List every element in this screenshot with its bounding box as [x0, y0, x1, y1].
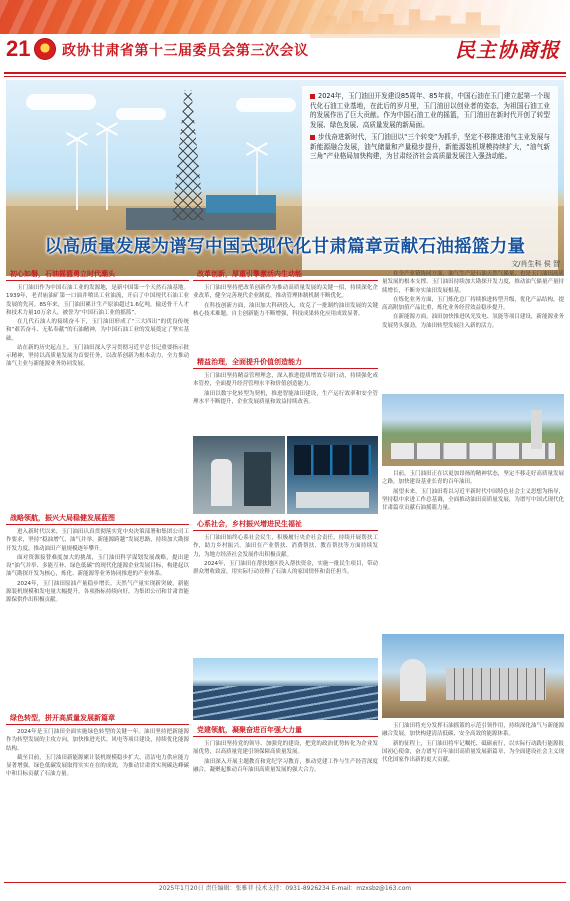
section-body-2: [6, 528, 189, 708]
paragraph: 站在新的历史起点上，玉门油田深入学习贯彻习近平总书记重要指示批示精神，坚持以高质量发展为首要任务，以改革创新为根本动力，全力推动油气主业与新能源业务协同发展。: [6, 344, 189, 368]
paragraph: 在科技创新方面，油田加大科研投入，攻克了一批制约油田发展的关键核心技术难题，自主创新能力不断增强，科技成果转化应用成效显著。: [193, 302, 378, 317]
photo-laboratory: [193, 436, 285, 514]
drilling-rig: [166, 90, 210, 220]
header-rule-thin: [4, 76, 566, 77]
section-title-rural-revitalization: 心系社会，乡村振兴增进民生福祉: [197, 520, 302, 528]
section-heading: [193, 518, 378, 531]
paragraph: 进入新时代以来，玉门油田认真贯彻落实党中央决策部署和集团公司工作要求，坚持“稳油增气、油气并举、新能源跨越”发展思路，持续加大勘探开发力度，推动油田产量规模逐年攀升。: [6, 529, 189, 552]
column-3: [382, 268, 564, 878]
paragraph: 在全产业链协同方面，油气生产是石油天然气储量，也是玉门油田高质量发展的根本支撑。玉门油田持续加大勘探开发力度，推动油气储量产量持续增长，不断夯实油田发展根基。: [382, 271, 564, 294]
section-body-3: [6, 728, 189, 878]
paragraph: 在新能源方面，油田加快推进风光发电、氢能等项目建设，新能源业务发展势头强劲，为油田转型发展注入新的活力。: [382, 314, 564, 329]
section-body-reform: [193, 284, 378, 354]
column-brand: 民主协商报: [455, 38, 560, 62]
section-heading: [193, 268, 378, 281]
column-3-mid-body: [382, 470, 564, 630]
paragraph: 2024年，玉门油田在帮扶地区投入帮扶资金，实施一批民生项目，带动群众增收致富，用实际行动诠释了石油人的家国情怀和责任担当。: [193, 560, 378, 575]
photo-refinery-plant: [382, 634, 564, 718]
cloud: [26, 94, 96, 110]
section-title-reform: 改革创新，厚重引擎激活内生动能: [197, 270, 302, 278]
photo-solar-field: [193, 658, 378, 720]
section-title-strategy: 战略领航，振兴大局稳健发展蓝图: [10, 514, 115, 522]
wind-turbine-icon: [106, 130, 108, 210]
paragraph: 玉门油田坚持精益管理理念，深入推进提质增效专项行动，持续强化成本管控，全面提升经营管理水平和价值创造能力。: [193, 373, 378, 388]
paragraph: 在炼化业务方面，玉门炼化总厂持续推进转型升级，优化产品结构，提高高附加值产品比重，炼化业务经营效益稳步提升。: [382, 296, 564, 311]
paragraph: 新的征程上，玉门油田将牢记嘱托、砥砺前行，以实际行动践行能源报国初心使命，奋力谱写百年油田高质量发展新篇章，为全面建设社会主义现代化国家作出新的更大贡献。: [382, 740, 564, 763]
article-headline: 以高质量发展为谱写中国式现代化甘肃篇章贡献石油摇篮力量: [44, 237, 526, 257]
cppcc-emblem-icon: [34, 38, 56, 60]
section-title-initial-aspiration: 初心如磐，石油摇篮勇立时代潮头: [10, 270, 115, 278]
page-number: 21: [6, 36, 31, 61]
section-title-green-transition: 绿色转型，拼开高质量发展新篇章: [10, 714, 115, 722]
paragraph: 2024年，玉门油田原油产量稳步增长，天然气产量实现新突破，新能源装机规模和发电量大幅提升，各项指标持续向好，为集团公司和甘肃省能源保供作出积极贡献。: [6, 580, 189, 603]
paragraph: 油田深入开展主题教育和党纪学习教育，推动党建工作与生产经营深度融合，凝聚起推动百年油田高质量发展的强大合力。: [193, 758, 378, 773]
photo-pipeline-field: [382, 394, 564, 466]
column-1: [6, 268, 189, 878]
section-heading: [193, 724, 378, 737]
paragraph: 面对资源接替难度加大的挑战，玉门油田科学谋划发展战略，提出建设“油气并举、多能互补、绿色低碳”的现代化能源企业发展目标，构建起以油气勘探开发为核心，炼化、新能源等业务协同推进的产业体系。: [6, 554, 189, 578]
header-title: 政协甘肃省第十三届委员会第三次会议: [62, 43, 309, 59]
column-3-bottom-body: [382, 722, 564, 878]
hero-paragraph-2: 步伐奋进新时代，玉门油田以“三个转变”为抓手，坚定不移推进油气主业发展与新能源融合发展，油气储量和产量稳步提升，新能源装机规模持续扩大，“油气新三角”产业格局加快构建，为甘肃经济社会高质量发展注入强劲动能。: [310, 133, 550, 161]
square-bullet-icon: [310, 135, 315, 140]
paragraph: 玉门油田坚持把改革创新作为推动高质量发展的关键一招，持续深化企业改革，健全完善现代企业制度，推动管理体制机制不断优化。: [193, 285, 378, 300]
paragraph: 油田以数字化转型为契机，推进智能油田建设，生产运行效率和安全管理水平不断提升，企业发展质量和效益持续改善。: [193, 390, 378, 405]
square-bullet-icon: [310, 94, 315, 99]
page-footer: 2025年1月20日 责任编辑：张雅菲 技术支持：0931-8926234 E-mail：mzxsbz@163.com: [4, 882, 566, 894]
paragraph: 展望未来，玉门油田将以习近平新时代中国特色社会主义思想为指导，坚持稳中求进工作总基调，全面推动油田高质量发展，为谱写中国式现代化甘肃篇章贡献石油摇篮力量。: [382, 488, 564, 511]
column-3-top-body: [382, 270, 564, 390]
paragraph: 玉门油田始终心系社会民生，积极履行央企社会责任，持续开展帮扶工作，助力乡村振兴。油田在产业帮扶、消费帮扶、教育帮扶等方面持续发力，为地方经济社会发展作出积极贡献。: [193, 535, 378, 558]
paragraph: 玉门油田作为中国石油工业的发源地，是新中国第一个天然石油基地。1939年，老君庙油矿第一口油井喷出工业油流，开启了中国现代石油工业发展的先河。85年来，玉门油田累计生产原油超过1.6亿吨，输送骨干人才和技术力量10万余人，被誉为“中国石油工业的摇篮”。: [6, 285, 189, 316]
paragraph: 2024年是玉门油田全面实施绿色转型的关键一年。油田坚持把新能源作为转型发展的主攻方向，加快推进光伏、风电等项目建设，持续优化能源结构。: [6, 729, 189, 752]
paragraph: 目前，玉门油田正在以更加昂扬的精神状态，坚定不移走好高质量发展之路，加快建设基业长青的百年油田。: [382, 471, 564, 486]
section-body-1: [6, 284, 189, 510]
section-body-rural: [193, 534, 378, 654]
paragraph: 玉门油田将充分发挥石油摇篮的示范引领作用，持续深化油气与新能源融合发展，加快构建清洁低碳、安全高效的能源体系。: [382, 723, 564, 738]
page-header: [0, 0, 570, 80]
section-title-party-building: 党建领航，凝聚奋进百年强大力量: [197, 726, 302, 734]
section-body-governance: [193, 372, 378, 432]
section-heading: [6, 268, 189, 281]
paragraph: 玉门油田坚持党的领导、加强党的建设，把党的政治优势转化为企业发展优势，以高质量党建引领保障高质量发展。: [193, 741, 378, 756]
article-byline: 文/肖生科 侯 智: [511, 260, 560, 268]
column-2: [193, 268, 378, 878]
section-title-lean-governance: 精益治理，全面提升价值创造能力: [197, 358, 302, 366]
section-heading: [193, 356, 378, 369]
header-rule: [4, 72, 566, 74]
photo-control-room: [287, 436, 378, 514]
hero-paragraph-1: 2024年，玉门油田开发建设85周年、85年前，中国石油在玉门建立起第一个现代化石油工业基地，在此后的岁月里，玉门油田以创业者的姿态，为祖国石油工业的发展作出了巨大贡献。作为中国石油工业的摇篮，玉门油田在新时代开创了转型发展、绿色发展、高质量发展的新局面。: [310, 92, 550, 129]
rig-housing: [206, 195, 276, 213]
section-heading: [6, 712, 189, 725]
paragraph: 截至目前，玉门油田新能源累计装机规模稳步扩大，清洁电力供应能力显著增强，绿色低碳发展取得实实在在的成效，为推动甘肃省实现碳达峰碳中和目标贡献了石油力量。: [6, 754, 189, 778]
cloud: [116, 108, 166, 120]
wind-turbine-icon: [76, 140, 78, 210]
section-heading: [6, 512, 189, 525]
paragraph: 在几代石油人的接续奋斗下，玉门油田形成了“三大四出”的优良传统和“艰苦奋斗、无私奉献”的石油精神，为中国石油工业的发展奠定了坚实基础。: [6, 319, 189, 342]
section-body-party: [193, 740, 378, 878]
cloud: [236, 98, 296, 112]
